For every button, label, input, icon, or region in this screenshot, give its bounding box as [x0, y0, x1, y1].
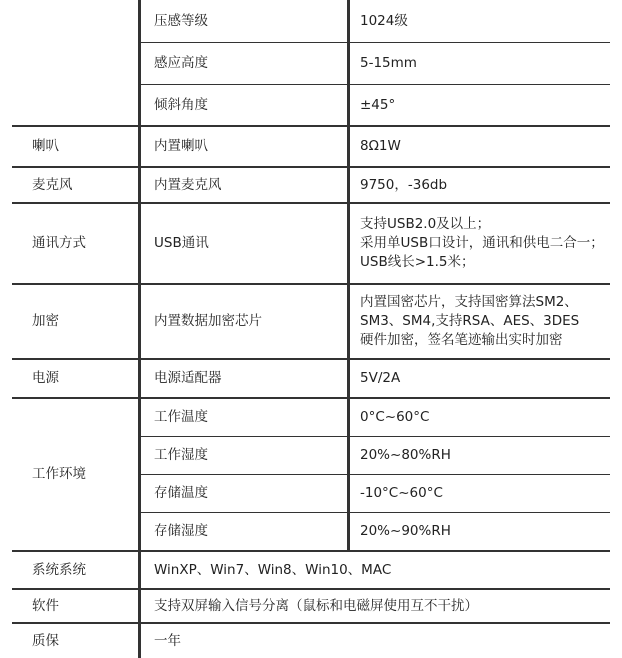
spec-feature: 存储温度	[154, 485, 208, 501]
spec-value: 20%~80%RH	[360, 447, 451, 463]
spec-value-line: 硬件加密，签名笔迹输出实时加密	[360, 332, 563, 348]
spec-feature: 工作温度	[154, 409, 208, 425]
spec-category: 软件	[32, 597, 59, 614]
spec-value	[348, 285, 610, 358]
spec-feature: 工作湿度	[154, 447, 208, 463]
spec-value-line: 采用单USB口设计，通讯和供电二合一；	[360, 235, 604, 251]
spec-category: 质保	[32, 632, 59, 649]
spec-value: 支持双屏输入信号分离（鼠标和电磁屏使用互不干扰）	[154, 597, 478, 614]
spec-value: 8Ω1W	[360, 138, 401, 154]
spec-category: 电源	[32, 370, 59, 386]
spec-feature: 存储湿度	[154, 523, 208, 539]
spec-value: 一年	[154, 632, 181, 649]
spec-feature: 压感等级	[154, 12, 208, 29]
spec-value: 0°C~60°C	[360, 409, 430, 425]
spec-category: 麦克风	[32, 176, 73, 193]
spec-value-line: 支持USB2.0及以上；	[360, 216, 491, 232]
spec-value: -10°C~60°C	[360, 485, 443, 501]
spec-category: 加密	[32, 313, 59, 329]
spec-category: 系统系统	[32, 561, 86, 578]
spec-feature: 内置麦克风	[154, 176, 222, 193]
spec-value: WinXP、Win7、Win8、Win10、MAC	[154, 561, 392, 578]
spec-category: 通讯方式	[32, 235, 86, 251]
spec-category: 工作环境	[32, 466, 86, 482]
spec-table	[12, 0, 610, 658]
spec-feature: 内置喇叭	[154, 138, 208, 154]
spec-feature: 感应高度	[154, 55, 208, 71]
spec-category: 喇叭	[32, 138, 59, 154]
spec-value: 5-15mm	[360, 55, 417, 71]
spec-value-line: USB线长>1.5米；	[360, 254, 475, 270]
spec-value: 1024级	[360, 12, 408, 29]
spec-value: 20%~90%RH	[360, 523, 451, 539]
spec-value: 5V/2A	[360, 370, 401, 386]
spec-feature: 倾斜角度	[154, 96, 208, 113]
spec-value: 9750，-36db	[360, 176, 448, 193]
spec-value-line: SM3、SM4,支持RSA、AES、3DES	[360, 313, 580, 329]
spec-value	[348, 204, 610, 283]
spec-value: ±45°	[360, 96, 396, 113]
spec-feature: 电源适配器	[154, 370, 222, 386]
spec-feature: 内置数据加密芯片	[154, 313, 262, 329]
spec-value-line: 内置国密芯片，支持国密算法SM2、	[360, 294, 578, 310]
spec-feature: USB通讯	[154, 235, 209, 251]
